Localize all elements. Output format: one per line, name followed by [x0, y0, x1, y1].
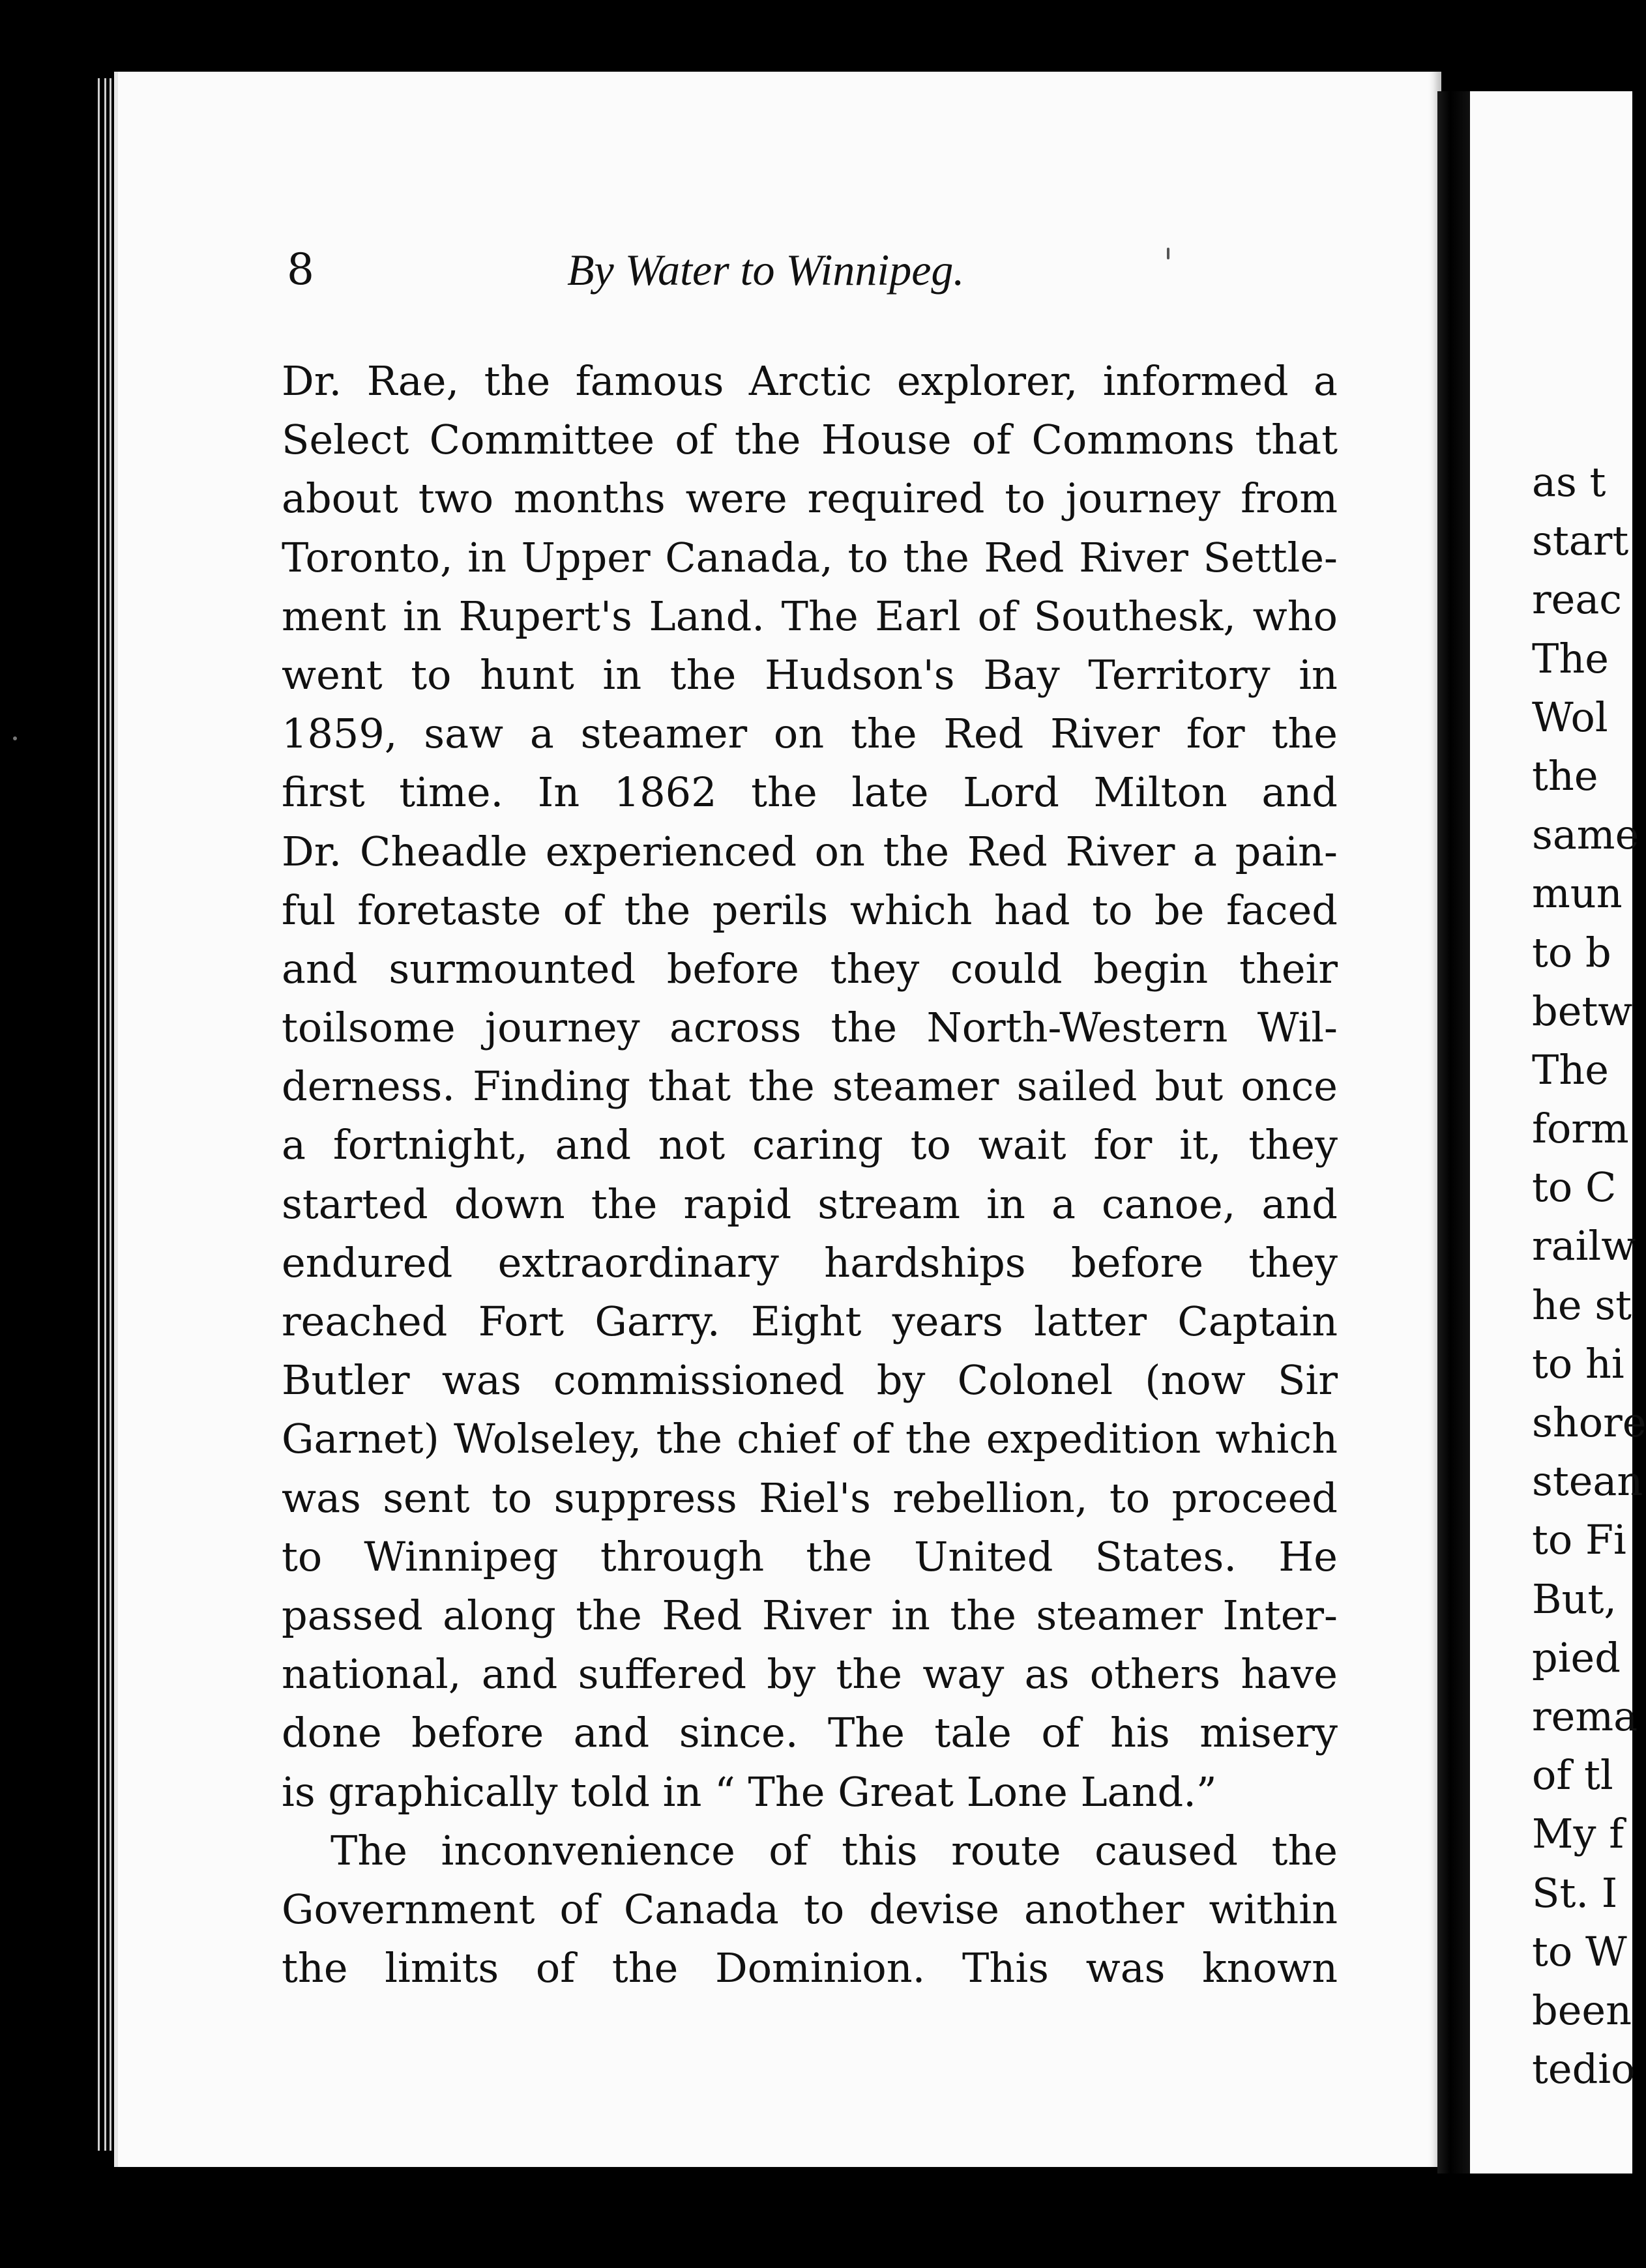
right-page [1470, 91, 1646, 2174]
text-line: went to hunt in the Hudson's Bay Territory in [282, 650, 1338, 699]
text-fragment: same [1532, 811, 1639, 859]
text-line: first time. In 1862 the late Lord Milton and [282, 768, 1338, 817]
text-fragment: the [1532, 751, 1598, 800]
text-line: passed along the Red River in the steamer Inter- [282, 1591, 1338, 1639]
text-fragment: But, [1532, 1575, 1617, 1623]
text-fragment: of tl [1532, 1751, 1613, 1799]
text-fragment: The [1532, 634, 1609, 682]
page-header [287, 244, 1343, 316]
text-fragment: railw [1532, 1222, 1636, 1270]
text-fragment: pied [1532, 1633, 1621, 1681]
text-line: toilsome journey across the North-Western Wil- [282, 1004, 1338, 1052]
text-fragment: stean [1532, 1457, 1643, 1505]
text-line: and surmounted before they could begin their [282, 944, 1338, 993]
book-gutter [1437, 91, 1470, 2174]
text-line: was sent to suppress Riel's rebellion, to proceed [282, 1474, 1338, 1522]
text-fragment: to C [1532, 1163, 1617, 1212]
text-line: the limits of the Dominion. This was known [282, 1944, 1338, 1992]
scan-speck [13, 736, 17, 740]
text-fragment: mun [1532, 869, 1623, 918]
text-line: Select Committee of the House of Commons that [282, 416, 1338, 464]
text-line: about two months were required to journey from [282, 474, 1338, 523]
body-text [282, 352, 1338, 1998]
text-line: done before and since. The tale of his misery [282, 1709, 1338, 1757]
text-line: national, and suffered by the way as others have [282, 1650, 1338, 1698]
text-fragment: shore [1532, 1399, 1646, 1446]
text-fragment: rema [1532, 1692, 1638, 1740]
text-line: a fortnight, and not caring to wait for it, they [282, 1121, 1338, 1169]
text-line: Dr. Rae, the famous Arctic explorer, informed a [282, 357, 1338, 405]
text-line: Garnet) Wolseley, the chief of the expedition which [282, 1415, 1338, 1463]
text-fragment: form [1532, 1105, 1629, 1153]
text-line: Toronto, in Upper Canada, to the Red River Settle- [282, 533, 1338, 581]
text-line: derness. Finding that the steamer sailed but once [282, 1062, 1338, 1111]
text-fragment: tedio [1532, 2045, 1636, 2093]
text-fragment: been [1532, 1986, 1632, 2034]
page-edge [104, 78, 106, 2151]
text-line: 1859, saw a steamer on the Red River for the [282, 710, 1338, 758]
text-line: Dr. Cheadle experienced on the Red River a pain- [282, 827, 1338, 875]
text-fragment: he st [1532, 1281, 1632, 1329]
text-fragment: to W [1532, 1927, 1627, 1975]
text-line: reached Fort Garry. Eight years latter Captain [282, 1298, 1338, 1345]
scan-speck [1167, 248, 1169, 259]
text-fragment: start [1532, 517, 1629, 565]
page-edge [110, 78, 111, 2151]
page-number: 8 [287, 244, 314, 295]
text-line: is graphically told in “ The Great Lone Land.” [282, 1767, 1217, 1816]
right-page-text [1532, 453, 1646, 2099]
text-fragment: to b [1532, 928, 1611, 976]
text-line: ful foretaste of the perils which had to be faced [282, 886, 1338, 934]
text-fragment: betw [1532, 987, 1633, 1035]
text-line: started down the rapid stream in a canoe, and [282, 1180, 1338, 1228]
text-line: to Winnipeg through the United States. He [282, 1532, 1338, 1580]
page-edge [98, 78, 100, 2151]
text-fragment: My f [1532, 1810, 1624, 1858]
text-line: ment in Rupert's Land. The Earl of Southesk, who [282, 592, 1338, 640]
text-fragment: The [1532, 1045, 1609, 1094]
running-title: By Water to Winnipeg. [567, 245, 965, 295]
text-fragment: reac [1532, 575, 1623, 624]
text-fragment: St. I [1532, 1868, 1618, 1917]
text-fragment: as t [1532, 458, 1606, 506]
text-line: Butler was commissioned by Colonel (now Sir [282, 1356, 1338, 1404]
text-line: endured extraordinary hardships before they [282, 1238, 1338, 1287]
text-fragment: Wol [1532, 693, 1608, 741]
text-line: The inconvenience of this route caused the [331, 1826, 1338, 1874]
text-fragment: to hi [1532, 1339, 1624, 1388]
text-line: Government of Canada to devise another within [282, 1885, 1338, 1933]
text-fragment: to Fi [1532, 1516, 1626, 1564]
